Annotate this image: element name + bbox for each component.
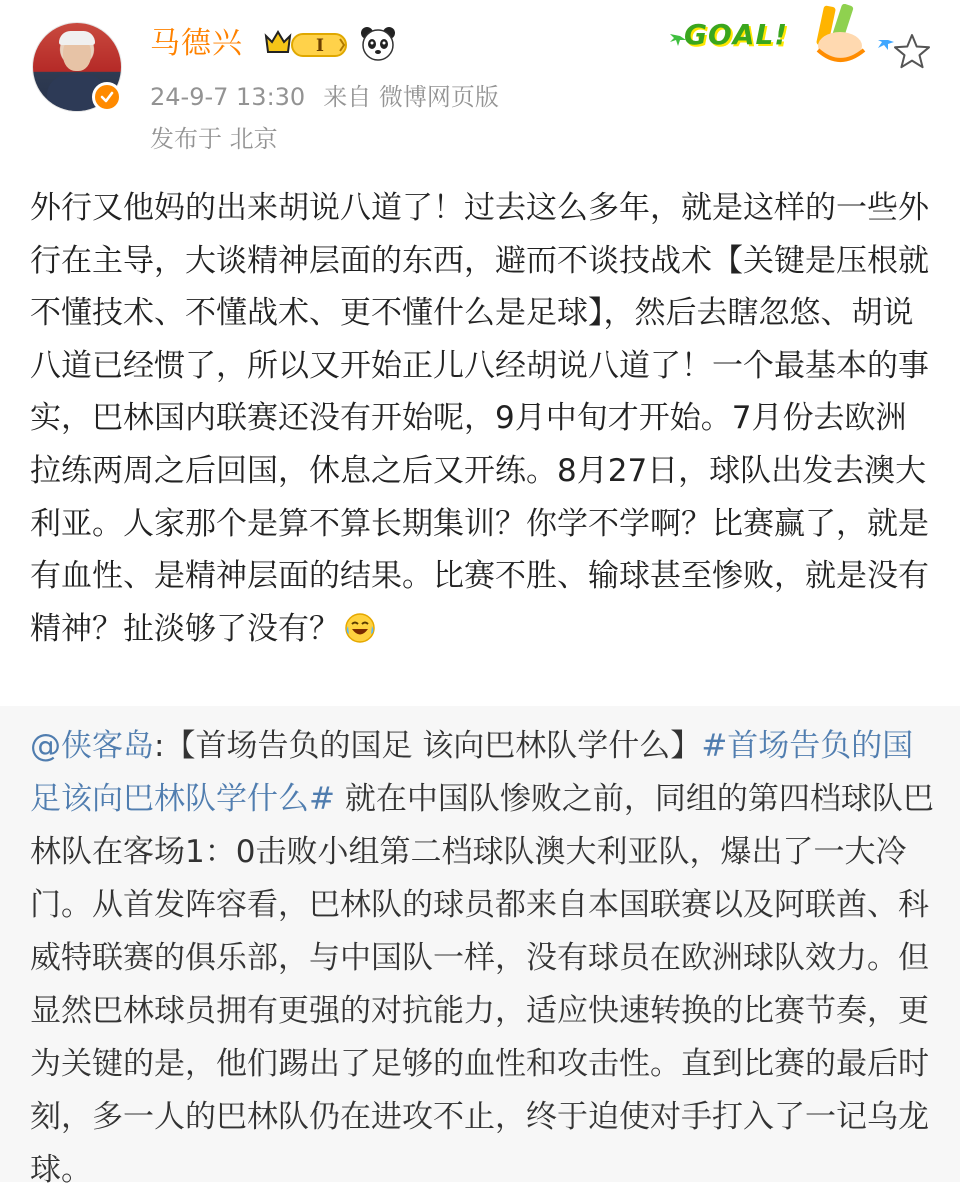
retweet-author-link[interactable]: @侠客岛: [30, 728, 154, 764]
retweet-text: 就在中国队惨败之前，同组的第四档球队巴林队在客场1：0击败小组第二档球队澳大利亚队，爆出了一大冷门。从首发阵容看，巴林队的球员都来自本国联赛以及阿联酋、科威特联赛的俱乐部，与中国队一样，没有球员在欧洲球队效力。但显然巴林球员拥有更强的对抗能力，适应快速转换的比赛节奏，更为关键的是，他们踢出了足够的血性和攻击性。直到比赛的最后时刻，多一人的巴林队仍在进攻不止，终于迫使对手打入了一记乌龙球。: [30, 781, 934, 1188]
retweet-title: 【首场告负的国足 该向巴林队学什么】: [164, 728, 702, 764]
goal-sticker-text: GOAL!: [684, 18, 789, 51]
post-time: 24-9-7 13:30: [150, 83, 306, 111]
retweet-colon: :: [154, 728, 165, 764]
post-source: 来自 微博网页版: [323, 83, 499, 111]
laugh-cry-icon: [344, 608, 376, 640]
panda-badge-icon: [360, 26, 396, 62]
verified-badge-icon: [92, 82, 122, 112]
retweet-content: [30, 720, 934, 1197]
retweet-block[interactable]: [0, 706, 960, 1188]
avatar-cap: [59, 31, 95, 45]
post-location: 发布于 北京: [150, 125, 278, 153]
favorite-star-icon[interactable]: [892, 32, 932, 72]
post-text: 外行又他妈的出来胡说八道了！过去这么多年，就是这样的一些外行在主导，大谈精神层面的东西，避而不谈技战术【关键是压根就不懂技术、不懂战术、更不懂什么是足球】，然后去瞎忽悠、胡说八道已经惯了，所以又开始正儿八经胡说八道了！一个最基本的事实，巴林国内联赛还没有开始呢，9月中旬才开始。7月份去欧洲拉练两周之后回国，休息之后又开练。8月27日，球队出发去澳大利亚。人家那个是算不算长期集训？你学不学啊？比赛赢了，就是有血性、是精神层面的结果。比赛不胜、输球甚至惨败，就是没有精神？扯淡够了没有？: [30, 190, 929, 647]
retweet-hashtag-link[interactable]: #首场告负的国足该向巴林队学什么#: [30, 728, 914, 817]
goal-sticker-icon: [668, 4, 898, 70]
vip-level-text: I: [316, 36, 324, 56]
username[interactable]: 马德兴: [150, 26, 243, 61]
vip-crown-badge-icon[interactable]: [262, 28, 352, 60]
post-meta: [150, 80, 517, 114]
post-content: [30, 182, 934, 655]
